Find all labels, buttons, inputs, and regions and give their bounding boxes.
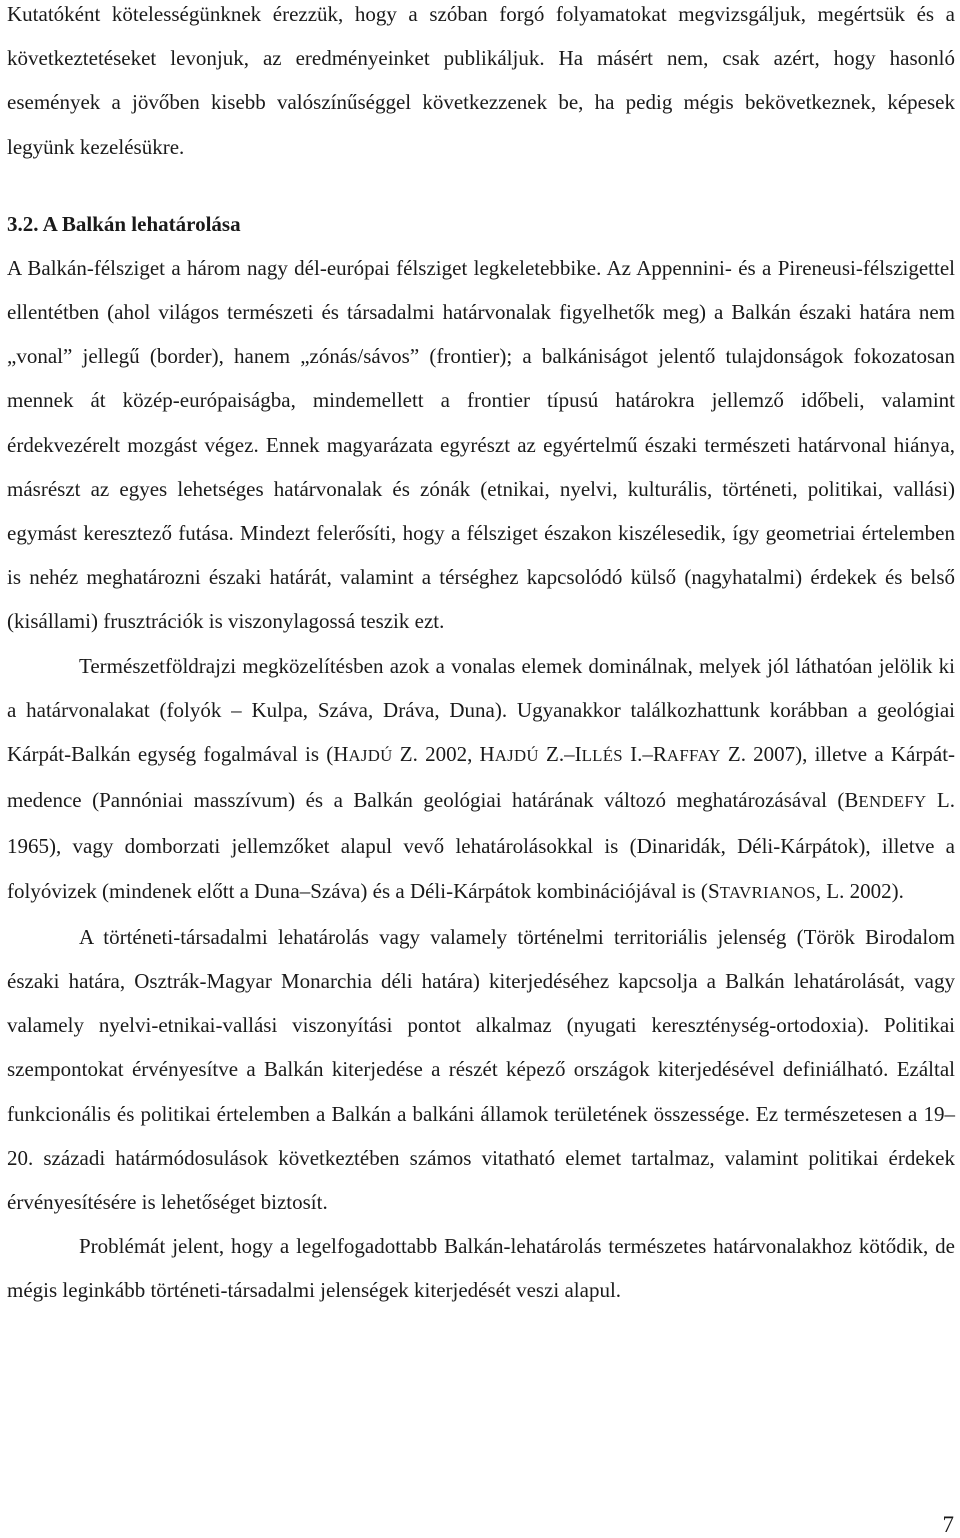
paragraph-3: A történeti-társadalmi lehatárolás vagy valamely történelmi territoriális jelenség (Török Birodalom északi határa, Osztrák-Magyar Monarchia déli határa) kiterjedéséhez kapcsolja a Balkán lehatárolását, vagy valamely nyelvi-etnikai-vallási viszonyítási pontot alkalmaz (nyugati kereszténység-ortodoxia). Politikai szempontokat érvényesítve a Balkán kiterjedése a részét képező országok kiterjedésével definiálható. Ezáltal funkcionális és politikai értelemben a Balkán a balkáni államok területének összessége. Ez természetesen a 19–20. századi határmódosulások következtében számos vitatható elemet tartalmaz, valamint politikai érdekek érvényesítésére is lehetőséget biztosít. [7, 924, 955, 1215]
page-number: 7 [942, 1512, 954, 1537]
text-run: Z. 2007), illetve a Kárpát-medence (Pannóniai masszívum) és a Balkán geológiai határának változó meghatározásával ( [7, 742, 956, 813]
text-run: I.– [622, 742, 653, 767]
section-heading: 3.2. A Balkán lehatárolása [7, 211, 241, 236]
author-name: ILLÉS [574, 742, 623, 767]
author-name: HAJDÚ [333, 742, 393, 767]
text-run: , L. 2002). [815, 878, 904, 903]
text-run: L. 1965), vagy domborzati jellemzőket alapul vevő lehatárolásokkal is (Dinaridák, Déli-Kárpátok), illetve a folyóvizek (mindenek előtt a Duna–Száva) és a Déli-Kárpátok kombinációjával is ( [7, 788, 956, 903]
author-name: BENDEFY [844, 788, 927, 813]
paragraph-1: A Balkán-félsziget a három nagy dél-európai félsziget legkeletebbike. Az Appennini- és a Pireneusi-félszigettel ellentétben (ahol világos természeti és társadalmi határvonalak figyelhetők meg) a Balkán északi határa nem „vonal” jellegű (border), hanem „zónás/sávos” (frontier); a balkániságot jelentő tulajdonságok fokozatosan mennek át közép-európaiságba, mindemellett a frontier típusú határokra jellemző időbeli, valamint érdekvezérelt mozgást végez. Ennek magyarázata egyrészt az egyértelmű északi természeti határvonal hiánya, másrészt az egyes lehetséges határvonalak és zónák (etnikai, nyelvi, kulturális, történeti, politikai, vallási) egymást keresztező futása. Mindezt felerősíti, hogy a félsziget északon kiszélesedik, így geometriai értelemben is nehéz meghatározni északi határát, valamint a térséghez kapcsolódó külső (nagyhatalmi) érdekek és belső (kisállami) frusztrációk is viszonylagossá teszik ezt. [7, 255, 955, 634]
paragraph-2 [7, 644, 955, 915]
author-name: RAFFAY [652, 742, 721, 767]
text-run: Z. 2002, [392, 742, 480, 767]
text-run: Z.– [538, 742, 575, 767]
text-run: Természetföldrajzi megközelítésben azok a vonalas elemek dominálnak, melyek jól láthatóan jelölik ki a határvonalakat (folyók – Kulpa, Száva, Dráva, Duna). Ugyanakkor találkozhattunk korábban a geológiai Kárpát-Balkán egység fogalmával is ( [7, 653, 955, 767]
author-name: HAJDÚ [479, 742, 539, 767]
document-page [7, 0, 955, 1313]
paragraph-4: Problémát jelent, hogy a legelfogadottabb Balkán-lehatárolás természetes határvonalakhoz kötődik, de mégis leginkább történeti-társadalmi jelenségek kiterjedését veszi alapul. [7, 1234, 955, 1303]
paragraph-intro: Kutatóként kötelességünknek érezzük, hogy a szóban forgó folyamatokat megvizsgáljuk, megértsük és a következtetéseket levonjuk, az eredményeinket publikáljuk. Ha másért nem, csak azért, hogy hasonló események a jövőben kisebb valószínűséggel következzenek be, ha pedig mégis bekövetkeznek, képesek legyünk kezelésükre. [7, 2, 955, 159]
author-name: STAVRIANOS [707, 878, 816, 903]
